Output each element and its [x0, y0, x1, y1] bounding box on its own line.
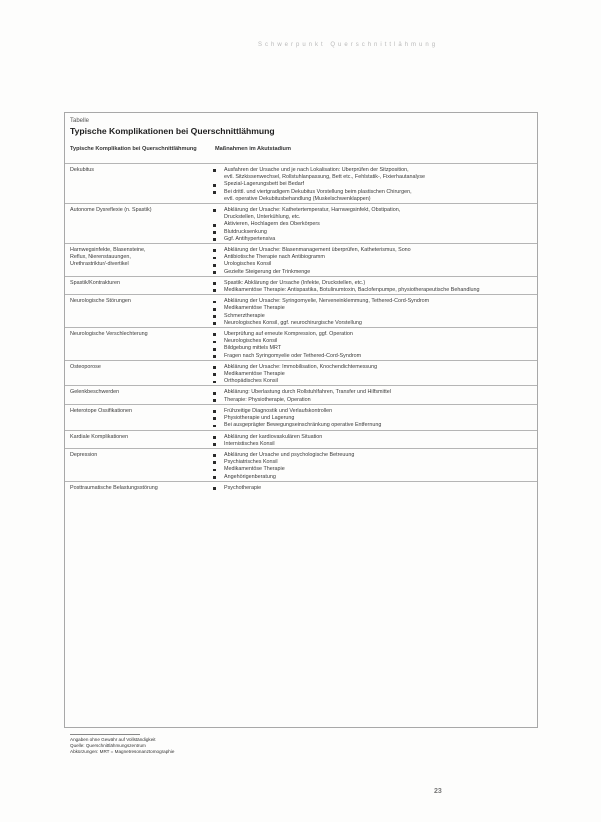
measure-item [210, 408, 531, 415]
measure-text: Ggf. Antihypertensiva [224, 235, 276, 242]
measure-item [210, 331, 531, 338]
table-row [65, 327, 537, 360]
measure-text: Bei drittl. und viertgradigem Dekubitus Vorstellung beim plastischen Chirurgen, [224, 188, 412, 195]
measure-text: Abklärung: Überlastung durch Rollstuhlfahren, Transfer und Hilfsmittel [224, 389, 391, 396]
measure-item [210, 189, 531, 203]
table-row [65, 243, 537, 276]
measure-text: Gezielte Steigerung der Trinkmenge [224, 268, 311, 275]
complication-cell [65, 164, 206, 203]
measure-text: Neurologisches Konsil [224, 338, 278, 345]
table-row [65, 203, 537, 243]
measure-item [210, 280, 531, 287]
measure-text: Schmerztherapie [224, 312, 265, 319]
measure-item [210, 254, 531, 261]
complication-text: Heterotope Ossifikationen [70, 407, 133, 414]
measure-item [210, 389, 531, 396]
complication-cell [65, 204, 206, 243]
complication-text: Neurologische Verschlechterung [70, 331, 148, 338]
table-footnotes [70, 734, 530, 756]
table-row [65, 404, 537, 430]
measures-cell [206, 204, 537, 243]
page-number: 23 [434, 788, 442, 795]
measure-text: Therapie: Physiotherapie, Operation [224, 396, 311, 403]
measure-text: Physiotherapie und Lagerung [224, 415, 295, 422]
complication-text: Spastik/Kontrakturen [70, 279, 121, 286]
complication-text: Urethrastriktur/-divertikel [70, 261, 129, 268]
complication-text: Posttraumatische Belastungsstörung [70, 484, 158, 491]
measures-cell [206, 482, 537, 492]
measure-text: Aktivieren, Hochlagern des Oberkörpers [224, 221, 320, 228]
measure-item [210, 364, 531, 371]
table-label: Tabelle [70, 118, 90, 124]
complication-cell [65, 386, 206, 403]
table-row [65, 276, 537, 294]
complication-text: Gelenkbeschwerden [70, 389, 120, 396]
measure-item [210, 221, 531, 228]
footnote: Angaben ohne Gewähr auf Vollständigkeit [70, 737, 156, 742]
measure-text: Medikamentöse Therapie [224, 305, 285, 312]
complication-cell [65, 244, 206, 276]
complication-cell [65, 449, 206, 481]
measure-text: Abklärung der Ursache: Kathetertemperatur, Harnwegsinfekt, Obstipation, [224, 207, 401, 214]
measure-text: evtl. operative Dekubitusbehandlung (Muskelschwenklappen) [224, 195, 371, 202]
measure-item [210, 466, 531, 473]
measure-text: Abklärung der Ursache: Syringomyelie, Nerveneinklemmung, Tethered-Cord-Syndrom [224, 298, 430, 305]
table-row [65, 294, 537, 327]
measure-text: Frühzeitige Diagnostik und Verlaufskontrollen [224, 407, 333, 414]
measure-text: evtl. Sitzkissenwechsel, Rollstuhlanpassung, Bett etc., Fehlstatik-, Fixierhautanalyse [224, 174, 426, 181]
measure-item [210, 229, 531, 236]
footnote: Quelle: Querschnittlähmungszentrum [70, 743, 146, 749]
table-row [65, 360, 537, 386]
table-row [65, 430, 537, 448]
measure-text: Psychiatrisches Konsil [224, 459, 278, 466]
measures-cell [206, 361, 537, 386]
complication-cell [65, 295, 206, 327]
complication-text: Reflux, Nierenstauungen, [70, 254, 131, 261]
measure-item [210, 345, 531, 352]
page-footer [428, 788, 442, 795]
footnote-divider [70, 734, 140, 735]
complication-text: Neurologische Störungen [70, 298, 131, 305]
measure-item [210, 269, 531, 276]
complication-text: Harnwegsinfekte, Blasensteine, [70, 247, 146, 254]
measure-item [210, 441, 531, 448]
measure-item [210, 452, 531, 459]
measure-item [210, 167, 531, 181]
measure-text: Spastik: Abklärung der Ursache (Infekte, Druckstellen, etc.) [224, 279, 366, 286]
measure-text: Blutdrucksenkung [224, 228, 267, 235]
measure-text: Abklärung der Ursache: Blasenmanagement überprüfen, Katheterismus, Sono [224, 247, 411, 254]
complication-cell [65, 405, 206, 430]
complication-cell [65, 328, 206, 360]
measure-text: Neurologisches Konsil, ggf. neurochirurgische Vorstellung [224, 319, 362, 326]
measure-item [210, 415, 531, 422]
table-row [65, 481, 537, 492]
measure-text: Internistisches Konsil [224, 440, 275, 447]
measure-item [210, 320, 531, 327]
measure-item [210, 485, 531, 492]
table-row [65, 163, 537, 203]
measure-item [210, 434, 531, 441]
measure-text: Bei ausgeprägter Bewegungseinschränkung operative Entfernung [224, 422, 382, 429]
table-row [65, 448, 537, 481]
measures-cell [206, 328, 537, 360]
measure-item [210, 247, 531, 254]
measure-text: Psychotherapie [224, 484, 262, 491]
measure-text: Spezial-Lagerungsbett bei Bedarf [224, 181, 305, 188]
measure-item [210, 474, 531, 481]
complication-cell [65, 482, 206, 492]
measure-text: Angehörigenberatung [224, 473, 276, 480]
measure-text: Urologisches Konsil [224, 261, 272, 268]
measure-item [210, 236, 531, 243]
table-body [65, 163, 537, 492]
measure-item [210, 305, 531, 312]
running-header: Schwerpunkt Querschnittlähmung [258, 42, 439, 48]
measure-item [210, 287, 531, 294]
complication-text: Depression [70, 451, 98, 458]
measure-text: Ausfahren der Ursache und je nach Lokalisation: Überprüfen der Sitzposition, [224, 167, 409, 173]
measure-text: Abklärung der Ursache und psychologische Betreuung [224, 451, 355, 458]
measure-item [210, 378, 531, 385]
measure-item [210, 422, 531, 429]
measure-item [210, 207, 531, 221]
measure-text: Überprüfung auf erneute Kompression, ggf. Operation [224, 331, 353, 338]
complication-text: Dekubitus [70, 167, 94, 173]
footnote: Abkürzungen: MRT = Magnetresonanztomographie [70, 749, 175, 755]
complication-text: Autonome Dysreflexie (n. Spastik) [70, 207, 152, 214]
measures-cell [206, 277, 537, 294]
measure-item [210, 397, 531, 404]
column-header-complication: Typische Komplikation bei Querschnittlähmung [70, 146, 197, 152]
measure-item [210, 338, 531, 345]
complication-cell [65, 431, 206, 448]
measures-cell [206, 449, 537, 481]
complication-text: Kardiale Komplikationen [70, 433, 129, 440]
measures-cell [206, 164, 537, 203]
measure-item [210, 313, 531, 320]
measure-item [210, 459, 531, 466]
measure-text: Medikamentöse Therapie: Antispastika, Botulinumtoxin, Baclofenpumpe, physiotherapeutische Behandlung [224, 287, 480, 294]
complication-text: Osteoporose [70, 363, 101, 370]
measure-text: Fragen nach Syringomyelie oder Tethered-Cord-Syndrom [224, 352, 362, 359]
measure-item [210, 371, 531, 378]
measure-text: Medikamentöse Therapie [224, 466, 285, 473]
measures-cell [206, 386, 537, 403]
measure-text: Abklärung der kardiovaskulären Situation [224, 433, 323, 440]
column-header-measures: Maßnahmen im Akutstadium [215, 146, 291, 152]
measure-text: Bildgebung mittels MRT [224, 345, 282, 352]
measure-text: Medikamentöse Therapie [224, 371, 285, 378]
measures-cell [206, 431, 537, 448]
complication-cell [65, 277, 206, 294]
measures-cell [206, 405, 537, 430]
table-row [65, 385, 537, 403]
measure-item [210, 298, 531, 305]
measure-text: Orthopädisches Konsil [224, 378, 278, 385]
complications-table [64, 112, 538, 755]
measure-item [210, 181, 531, 188]
measures-cell [206, 244, 537, 276]
measure-text: Druckstellen, Unterkühlung, etc. [224, 214, 301, 221]
complication-cell [65, 361, 206, 386]
measure-text: Antibiotische Therapie nach Antibiogramm [224, 254, 325, 261]
measure-item [210, 353, 531, 360]
measure-item [210, 261, 531, 268]
table-title: Typische Komplikationen bei Querschnittlähmung [70, 126, 275, 136]
measure-text: Abklärung der Ursache: Immobilisation, Knochendichtemessung [224, 363, 378, 370]
measures-cell [206, 295, 537, 327]
